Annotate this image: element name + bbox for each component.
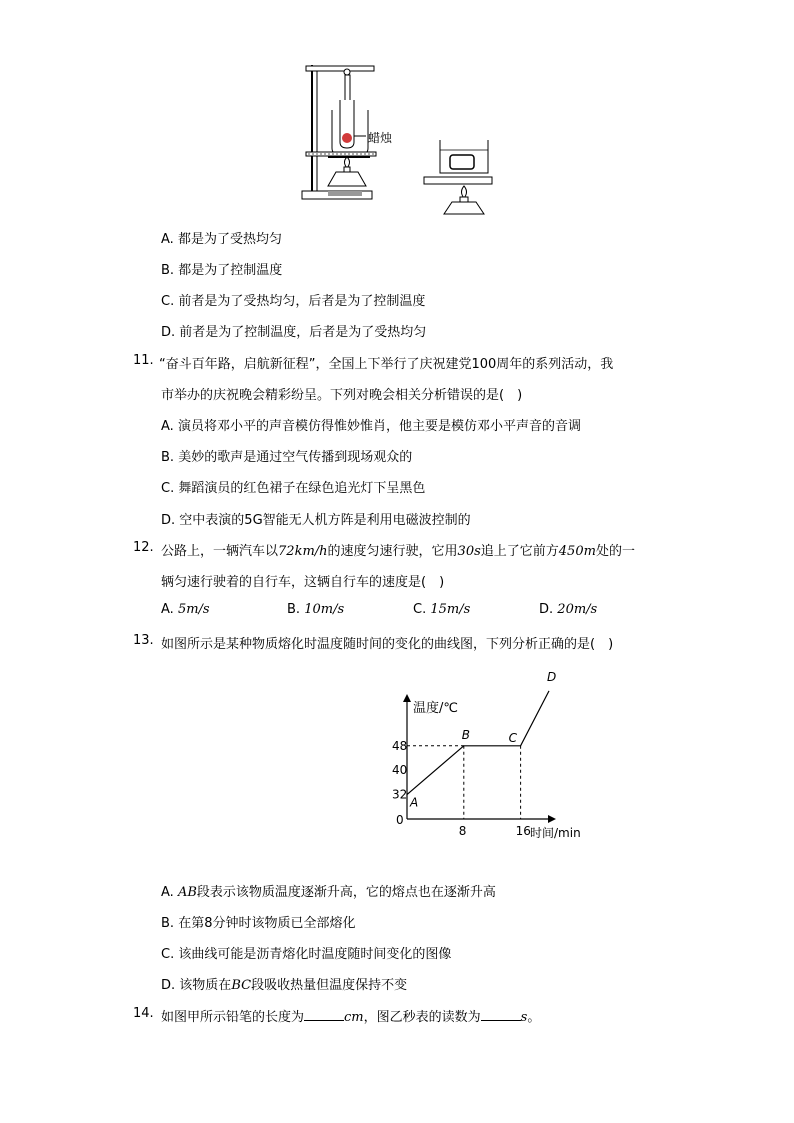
q10-option-b[interactable]: B. 都是为了控制温度 [161, 263, 283, 278]
point-label-c: C [508, 730, 517, 745]
y-tick-label: 32 [392, 787, 408, 802]
melting-curve-chart [380, 669, 600, 847]
y-axis-arrow [403, 694, 411, 702]
y-tick-label: 40 [392, 763, 408, 778]
q10-option-d[interactable]: D. 前者是为了控制温度，后者是为了受热均匀 [161, 325, 427, 340]
q11-option-b[interactable]: B. 美妙的歌声是通过空气传播到现场观众的 [161, 450, 413, 465]
q13-number: 13. [133, 633, 154, 648]
q13-stem: 如图所示是某种物质熔化时温度随时间的变化的曲线图，下列分析正确的是( ) [161, 637, 614, 652]
q12-option-d[interactable]: D. 20m/s [539, 602, 598, 617]
point-label-b: B [461, 727, 471, 742]
q11-option-d[interactable]: D. 空中表演的5G智能无人机方阵是利用电磁波控制的 [161, 513, 471, 528]
point-label-a: A [410, 795, 419, 810]
q14-number: 14. [133, 1006, 154, 1021]
q14-blank-length[interactable] [304, 1008, 344, 1021]
q10-option-a[interactable]: A. 都是为了受热均匀 [161, 232, 282, 247]
q13-option-b[interactable]: B. 在第8分钟时该物质已全部熔化 [161, 916, 356, 931]
q14-stem: 如图甲所示铅笔的长度为 cm，图乙秒表的读数为 s。 [161, 1010, 541, 1025]
tick-label-origin: 0 [396, 813, 404, 827]
x-tick-label: 16 [515, 824, 531, 838]
q14-blank-time[interactable] [481, 1008, 521, 1021]
q10-option-c[interactable]: C. 前者是为了受热均匀，后者是为了控制温度 [161, 294, 426, 309]
x-tick-label: 8 [458, 824, 467, 838]
y-axis-label: 温度/℃ [413, 701, 458, 716]
q12-number: 12. [133, 540, 154, 555]
q12-option-c[interactable]: C. 15m/s [413, 602, 471, 617]
q11-stem-line2: 市举办的庆祝晚会精彩纷呈。下列对晚会相关分析错误的是( ) [161, 388, 523, 403]
q12-option-b[interactable]: B. 10m/s [287, 602, 345, 617]
point-label-d: D [547, 669, 557, 684]
q13-option-a[interactable]: A. AB段表示该物质温度逐渐升高，它的熔点也在逐渐升高 [161, 885, 496, 900]
q11-option-a[interactable]: A. 演员将邓小平的声音模仿得惟妙惟肖，他主要是模仿邓小平声音的音调 [161, 419, 581, 434]
candle-label: 蜡烛 [368, 131, 393, 145]
q12-option-a[interactable]: A. 5m/s [161, 602, 210, 617]
x-axis-arrow [548, 815, 556, 823]
q13-option-d[interactable]: D. 该物质在BC段吸收热量但温度保持不变 [161, 978, 408, 993]
q12-stem-line2: 辆匀速行驶着的自行车，这辆自行车的速度是( ) [161, 575, 445, 590]
q11-stem-line1: “奋斗百年路，启航新征程”，全国上下举行了庆祝建党100周年的系列活动，我 [159, 357, 614, 372]
q12-stem-line1: 公路上，一辆汽车以72km/h的速度匀速行驶，它用30s追上了它前方450m处的一 [161, 544, 635, 559]
x-axis-label: 时间/min [530, 826, 581, 840]
q11-option-c[interactable]: C. 舞蹈演员的红色裙子在绿色追光灯下呈黑色 [161, 481, 426, 496]
q13-option-c[interactable]: C. 该曲线可能是沥青熔化时温度随时间变化的图像 [161, 947, 452, 962]
q11-number: 11. [133, 353, 154, 368]
y-tick-label: 48 [392, 738, 408, 753]
apparatus-figure-right [422, 140, 494, 220]
